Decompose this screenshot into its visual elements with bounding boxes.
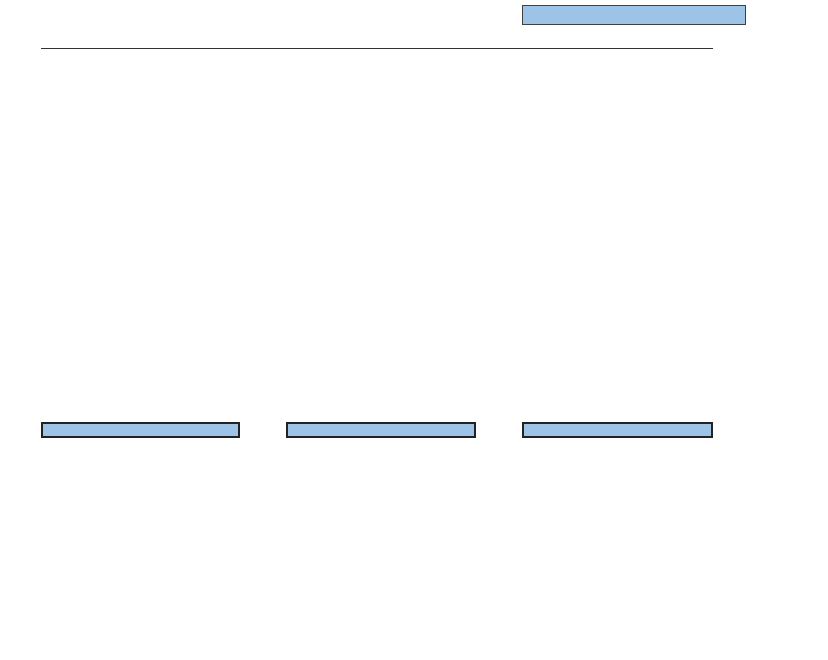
phase2-header [286,422,476,438]
club-name-box [522,5,746,25]
barrage-header [522,422,713,438]
phase1-header [41,422,240,438]
header-rule [41,48,713,49]
